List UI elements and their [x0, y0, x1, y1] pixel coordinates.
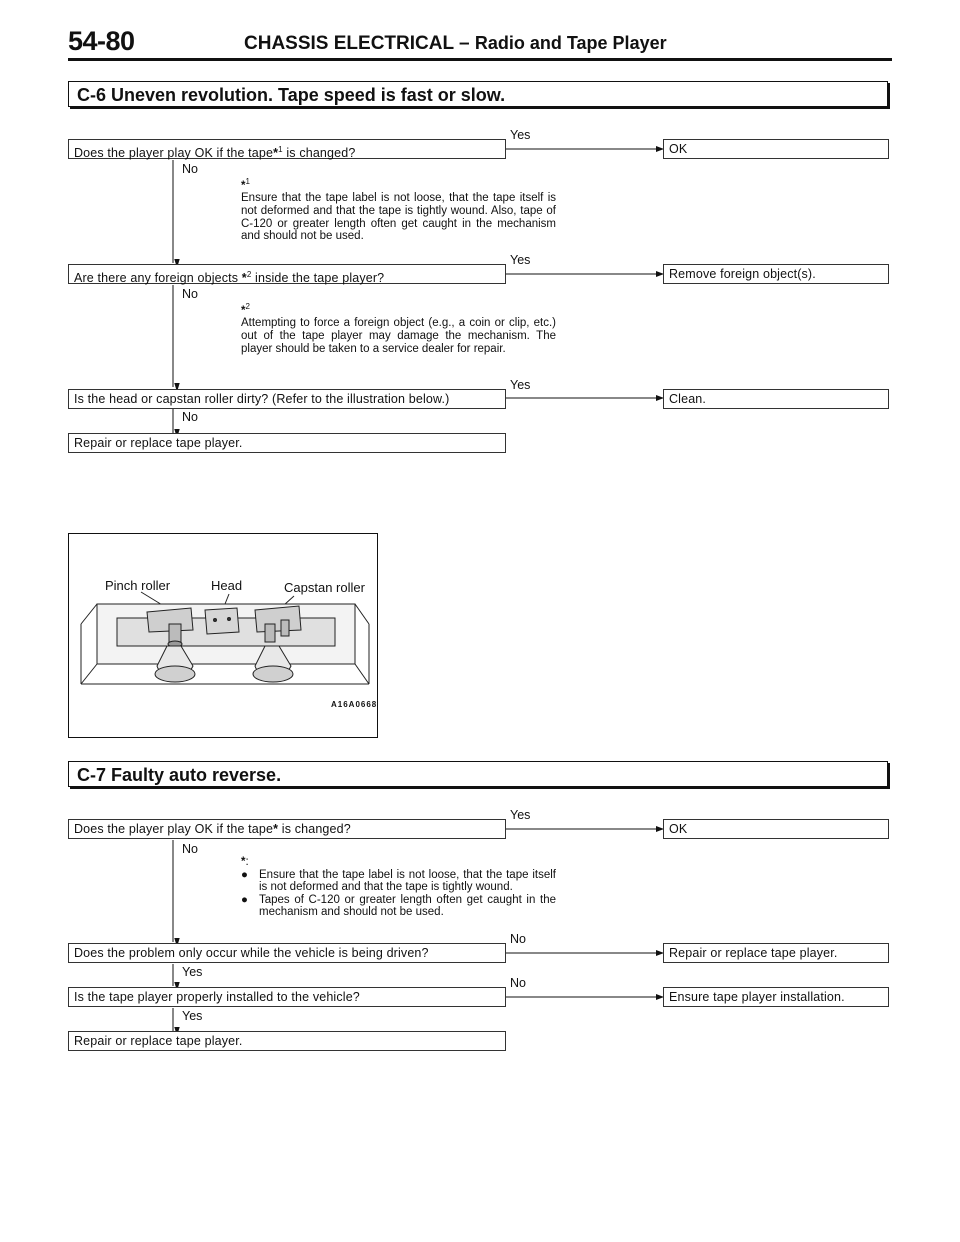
asterisk: *: [241, 271, 247, 286]
c6-q3-yes-label: Yes: [510, 378, 531, 392]
figure-code: A16A0668: [331, 700, 378, 709]
c6-q1-yes-label: Yes: [510, 128, 531, 142]
c6-q2-text-end: inside the tape player?: [251, 271, 385, 286]
note-colon: :: [245, 856, 249, 868]
c6-note-1: [241, 176, 556, 243]
c6-note-2-text: Attempting to force a foreign object (e.g., a coin or clip, etc.) out of the tape player may damage the mechanism. The player should be taken to a service dealer for repair.: [241, 317, 556, 355]
c6-q1-text-end: is changed?: [282, 146, 356, 161]
chapter-title: CHASSIS ELECTRICAL: [244, 33, 454, 54]
c6-question-2: [68, 264, 506, 284]
bullet-text: Tapes of C-120 or greater length often get caught in the mechanism and should not be used.: [259, 893, 556, 919]
c7-result-repair: Repair or replace tape player.: [663, 943, 889, 963]
c6-q2-yes-label: Yes: [510, 253, 531, 267]
c7-note: [241, 856, 556, 919]
c6-q1-text: Does the player play OK if the tape: [74, 146, 274, 161]
c7-q1-text-end: is changed?: [278, 822, 351, 836]
c7-q3-yes-label: Yes: [182, 1009, 203, 1023]
c7-result-install: Ensure tape player installation.: [663, 987, 889, 1007]
title-dash: –: [459, 33, 470, 54]
label-capstan-roller: Capstan roller: [284, 580, 365, 595]
c6-note-2: [241, 301, 556, 355]
tape-mechanism-figure: [68, 533, 378, 738]
asterisk: *: [241, 304, 246, 317]
footnote-mark: 1: [278, 145, 283, 154]
c6-q2-text: Are there any foreign objects: [74, 271, 242, 286]
c6-final-action: Repair or replace tape player.: [68, 433, 506, 453]
c7-result-ok: OK: [663, 819, 889, 839]
asterisk: *: [273, 146, 279, 161]
c7-final-action: Repair or replace tape player.: [68, 1031, 506, 1051]
c6-result-clean: Clean.: [663, 389, 889, 409]
c7-question-1: [68, 819, 506, 839]
c7-q2-yes-label: Yes: [182, 965, 203, 979]
c6-question-1: [68, 139, 506, 159]
label-pinch-roller: Pinch roller: [105, 578, 171, 593]
c7-q1-text: Does the player play OK if the tape: [74, 822, 274, 836]
bullet-icon: ●: [241, 868, 248, 881]
asterisk: *: [273, 822, 279, 836]
section-heading-c6: C-6 Uneven revolution. Tape speed is fast or slow.: [68, 81, 888, 107]
label-head: Head: [211, 578, 243, 593]
c7-question-2: Does the problem only occur while the vehicle is being driven?: [68, 943, 506, 963]
c6-result-ok: OK: [663, 139, 889, 159]
footnote-mark: 2: [245, 302, 250, 311]
section-heading-c7: C-7 Faulty auto reverse.: [68, 761, 888, 787]
c6-note-1-text: Ensure that the tape label is not loose, that the tape itself is not deformed and that the tape is tightly wound. Also, tape of C-120 or greater length often get caught in the mechanism and should not be used.: [241, 192, 556, 243]
section-subtitle: Radio and Tape Player: [474, 33, 667, 53]
c7-q2-no-label: No: [510, 932, 526, 946]
asterisk: *: [241, 856, 246, 868]
footnote-mark: 2: [246, 270, 252, 279]
c7-q1-yes-label: Yes: [510, 808, 531, 822]
c6-question-3: Is the head or capstan roller dirty? (Refer to the illustration below.): [68, 389, 506, 409]
page-number: 54-80: [68, 26, 135, 56]
bullet-icon: ●: [241, 893, 248, 906]
c6-q1-no-label: No: [182, 162, 198, 176]
c6-q2-no-label: No: [182, 287, 198, 301]
c6-result-remove: Remove foreign object(s).: [663, 264, 889, 284]
c7-note-bullet-2: [241, 894, 556, 919]
c7-note-bullet-1: [241, 869, 556, 894]
asterisk: *: [241, 179, 246, 192]
c6-q3-no-label: No: [182, 410, 198, 424]
bullet-text: Ensure that the tape label is not loose, that the tape itself is not deformed and that the tape is tightly wound.: [259, 868, 556, 894]
c7-q3-no-label: No: [510, 976, 526, 990]
c7-q1-no-label: No: [182, 842, 198, 856]
c7-question-3: Is the tape player properly installed to the vehicle?: [68, 987, 506, 1007]
footnote-mark: 1: [245, 177, 250, 186]
